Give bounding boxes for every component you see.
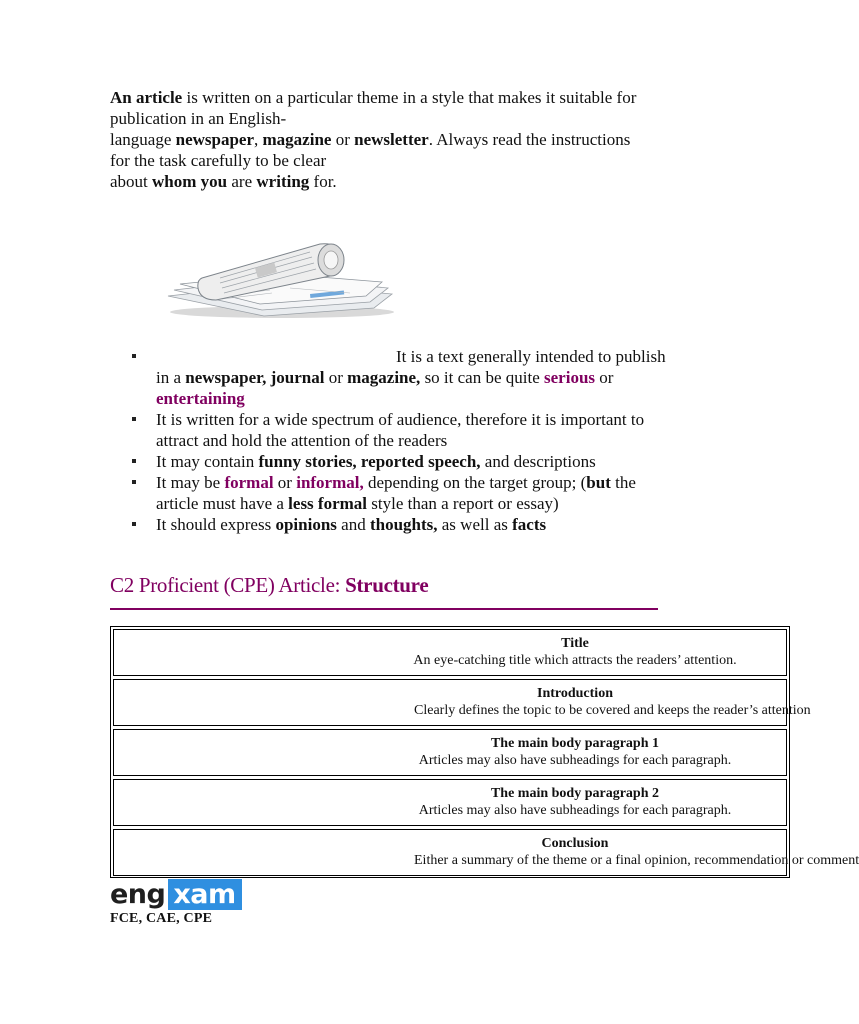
list-item: [130, 451, 670, 472]
bullet-5-text-d: as well as: [437, 515, 513, 534]
structure-heading: [110, 573, 658, 610]
intro-text-1: is written on a particular theme in a style that makes it suitable for publication in an English-: [110, 88, 637, 128]
bullet-5-text-a: It should express: [156, 515, 276, 534]
bullet-1-highlight-1: serious: [544, 368, 596, 387]
intro-paragraph: [110, 87, 640, 192]
engxam-logo: [110, 879, 242, 910]
list-item: [130, 409, 670, 451]
bullet-4-highlight-2: informal,: [296, 473, 364, 492]
bullet-icon: [132, 459, 136, 463]
bullet-5-bold-3: facts: [512, 515, 547, 534]
bullet-4-text-a: It may be: [156, 473, 225, 492]
intro-sep-1: ,: [254, 130, 263, 149]
bullet-1-highlight-2: entertaining: [156, 389, 245, 408]
newspaper-stack-image: [160, 238, 400, 320]
structure-heading-text: C2 Proficient (CPE) Article:: [110, 573, 346, 597]
structure-heading-bold: Structure: [345, 573, 429, 597]
bullet-4-text-e: style than a report or essay): [367, 494, 559, 513]
term-article: An article: [110, 88, 183, 107]
article-features-list: [130, 346, 670, 535]
bullet-4-bold-1: but: [586, 473, 611, 492]
row-title: The main body paragraph 2: [490, 786, 660, 801]
bullet-3-bold: funny stories, reported speech,: [258, 452, 481, 471]
bullet-4-text-c: depending on the target group; (: [363, 473, 587, 492]
structure-table: [110, 626, 859, 878]
table-row: [113, 829, 859, 876]
bullet-5-bold-2: thoughts,: [369, 515, 438, 534]
row-description: Articles may also have subheadings for each paragraph.: [418, 753, 732, 768]
bullet-5-bold-1: opinions: [275, 515, 337, 534]
bullet-2-text: It is written for a wide spectrum of audience, therefore it is important to attract and hold the attention of the readers: [156, 410, 645, 450]
term-newsletter: newsletter: [354, 130, 429, 149]
bullet-icon: [132, 522, 136, 526]
bullet-5-text-c: and: [336, 515, 370, 534]
table-row: [113, 729, 787, 776]
intro-text-2: language: [110, 130, 176, 149]
row-description: An eye-catching title which attracts the readers’ attention.: [413, 653, 737, 668]
list-item: [130, 472, 670, 514]
term-magazine: magazine: [262, 130, 332, 149]
term-whom-you: whom you: [152, 172, 228, 191]
bullet-1-text-e: or: [595, 368, 614, 387]
list-item: [130, 346, 670, 409]
table-row: [113, 779, 787, 826]
row-description: Articles may also have subheadings for each paragraph.: [418, 803, 732, 818]
bullet-1-text-a: It is a text generally intended to publish in a: [156, 347, 666, 387]
bullet-icon: [132, 417, 136, 421]
intro-sep-2: or: [331, 130, 355, 149]
row-title: Title: [561, 636, 589, 651]
logo-text-xam: xam: [168, 879, 241, 910]
intro-text-4: about: [110, 172, 153, 191]
bullet-3-text-c: and descriptions: [480, 452, 596, 471]
bullet-4-text-d: the article must have a: [156, 473, 636, 513]
table-row: [113, 679, 811, 726]
row-title: Introduction: [537, 686, 613, 701]
bullet-icon: [132, 354, 136, 358]
table-row: [113, 629, 787, 676]
bullet-1-bold-2: magazine,: [347, 368, 421, 387]
logo-text-eng: eng: [110, 879, 166, 910]
bullet-3-text-a: It may contain: [156, 452, 259, 471]
intro-text-5: are: [227, 172, 257, 191]
row-description: Either a summary of the theme or a final opinion, recommendation or comment: [414, 853, 859, 868]
bullet-1-text-d: so it can be quite: [420, 368, 545, 387]
list-item: [130, 514, 670, 535]
row-title: Conclusion: [541, 836, 609, 851]
row-title: The main body paragraph 1: [490, 736, 660, 751]
bullet-4-text-b: or: [273, 473, 297, 492]
intro-text-6: for.: [309, 172, 337, 191]
bullet-1-bold-1: newspaper, journal: [185, 368, 325, 387]
bullet-4-bold-2: less formal: [288, 494, 368, 513]
term-writing: writing: [256, 172, 310, 191]
intro-text-3: . Always read the instructions for the task carefully to be clear: [110, 130, 631, 170]
bullet-icon: [132, 480, 136, 484]
bullet-1-text-c: or: [324, 368, 348, 387]
row-description: Clearly defines the topic to be covered and keeps the reader’s attention: [414, 703, 811, 718]
exam-levels-caption: FCE, CAE, CPE: [110, 911, 213, 926]
bullet-4-highlight-1: formal: [224, 473, 274, 492]
term-newspaper: newspaper: [175, 130, 255, 149]
